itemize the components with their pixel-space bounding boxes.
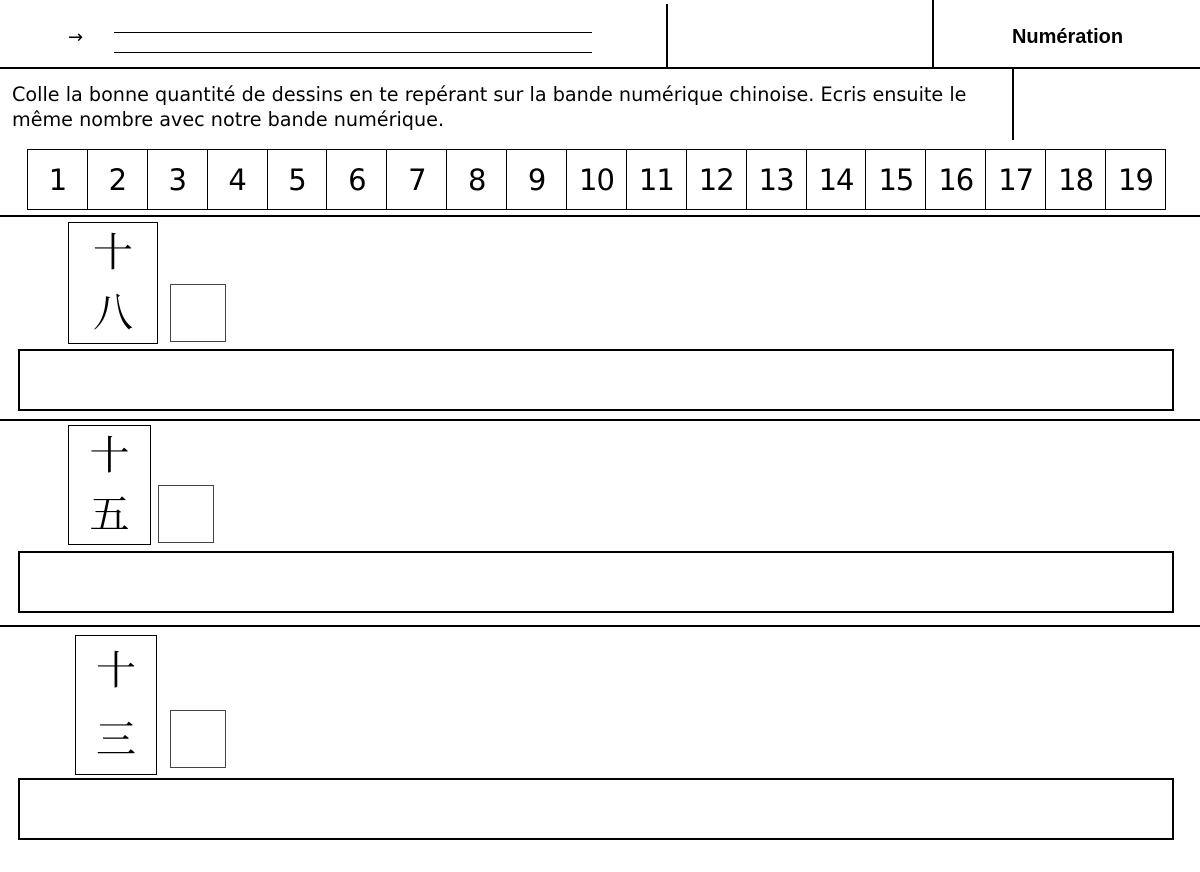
quantity-box[interactable] [158, 485, 214, 543]
chinese-numeral-card [75, 635, 157, 775]
header-divider-1 [666, 4, 668, 67]
quantity-box[interactable] [170, 710, 226, 768]
section-separator-2 [0, 419, 1200, 421]
number-cell: 16 [926, 150, 986, 209]
chinese-numeral-card [68, 222, 158, 344]
number-cell: 12 [687, 150, 747, 209]
chinese-ten-char: 十 [89, 432, 130, 479]
page-title: Numération [1011, 26, 1124, 48]
number-cell: 7 [387, 150, 447, 209]
number-cell: 9 [507, 150, 567, 209]
answer-box[interactable] [18, 349, 1174, 411]
number-cell: 4 [208, 150, 268, 209]
chinese-ten-char: 十 [93, 230, 133, 276]
number-cell: 19 [1118, 162, 1153, 197]
number-cell: 6 [327, 150, 387, 209]
name-line-2 [114, 52, 592, 53]
number-cell: 3 [148, 150, 208, 209]
name-line-1 [114, 32, 592, 33]
chinese-unit-char: 五 [89, 491, 130, 538]
number-cell: 8 [447, 150, 507, 209]
number-strip [27, 149, 1166, 210]
number-cell: 13 [747, 150, 807, 209]
number-cell: 1 [28, 150, 88, 209]
number-cell: 17 [986, 150, 1046, 209]
chinese-unit-char: 三 [96, 716, 136, 763]
section-separator-3 [0, 625, 1200, 627]
answer-box[interactable] [18, 778, 1174, 840]
header-bottom-rule [0, 67, 1200, 69]
number-cell: 15 [866, 150, 926, 209]
number-cell: 10 [567, 150, 627, 209]
chinese-numeral-card [68, 425, 151, 545]
answer-box[interactable] [18, 551, 1174, 613]
quantity-box[interactable] [170, 284, 226, 342]
number-cell: 18 [1046, 150, 1106, 209]
chinese-unit-char: 八 [93, 290, 133, 336]
instructions-text: Colle la bonne quantité de dessins en te repérant sur la bande numérique chinoise. Ecris ensuite le même nombre avec notre bande numérique. [12, 83, 967, 131]
arrow-icon: → [68, 27, 84, 48]
header-divider-2 [932, 0, 934, 67]
number-cell: 11 [627, 150, 687, 209]
number-cell: 2 [88, 150, 148, 209]
number-cell: 5 [268, 150, 328, 209]
instruction-divider [1012, 69, 1014, 140]
number-cell: 14 [807, 150, 867, 209]
section-separator-1 [0, 215, 1200, 217]
chinese-ten-char: 十 [96, 647, 136, 694]
